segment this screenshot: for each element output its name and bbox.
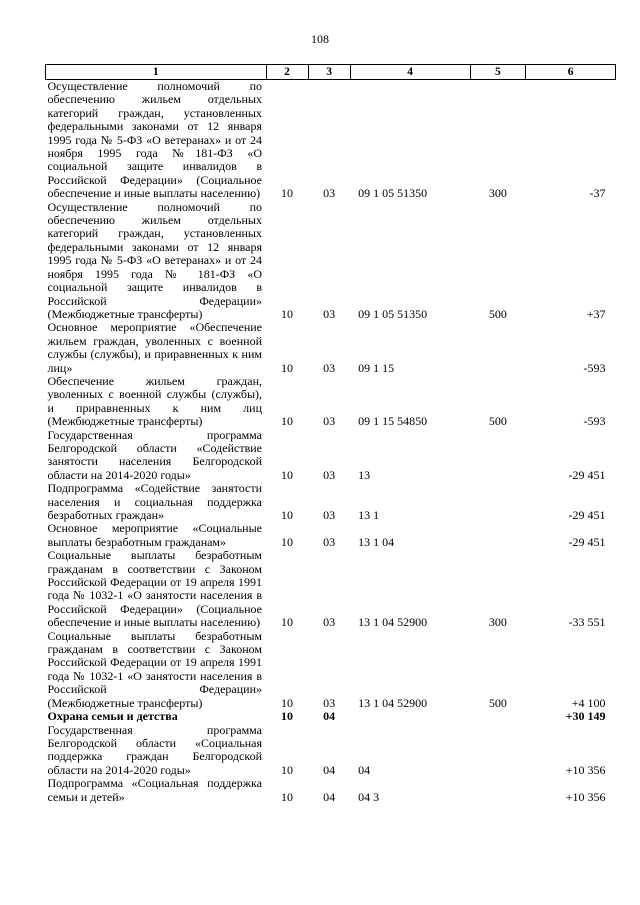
row-subsection: 03 [323, 360, 336, 375]
row-subsection: 04 [323, 762, 336, 777]
row-section: 10 [281, 709, 294, 724]
row-amount: +30 149 [565, 709, 606, 724]
table-row [46, 429, 616, 483]
row-subsection: 03 [323, 186, 336, 201]
row-name: Обеспечение жильем граждан, уволенных с военной службы (службы), и приравненных к ним лиц (Межбюджетные трансферты) [47, 373, 262, 429]
row-name: Основное мероприятие «Обеспечение жильем граждан, уволенных с военной службы (службы), и приравненных к ним лиц» [47, 320, 262, 375]
row-expense-type: 300 [488, 186, 507, 201]
table-row [46, 482, 616, 522]
row-name: Государственная программа Белгородской области «Социальная поддержка граждан Белгородской области на 2014-2020 годы» [47, 722, 262, 777]
table-row [46, 724, 616, 778]
table-row [46, 777, 616, 804]
row-subsection: 04 [323, 789, 336, 804]
row-name: Социальные выплаты безработным гражданам в соответствии с Законом Российской Федерации от 19 апреля 1991 года № 1032-1 «О занятости населения в Российской Федерации» (Социальное обеспечение и иные выплаты населению) [47, 548, 262, 630]
page-number: 108 [311, 32, 329, 46]
row-amount: -593 [583, 414, 606, 429]
row-subsection: 03 [323, 695, 336, 710]
column-header: 1 [46, 65, 267, 80]
row-expense-type: 300 [488, 615, 507, 630]
row-amount: -29 451 [568, 467, 606, 482]
row-expense-type [470, 321, 526, 375]
row-target-article: 04 3 [358, 789, 380, 804]
row-section: 10 [281, 360, 294, 375]
row-amount: -29 451 [568, 508, 606, 522]
row-target-article: 09 1 05 51350 [358, 306, 428, 321]
row-target-article [350, 710, 470, 723]
row-amount: +10 356 [565, 762, 606, 777]
row-expense-type [470, 482, 526, 522]
row-name: Подпрограмма «Содействие занятости населения и социальная поддержка безработных граждан» [47, 481, 262, 522]
row-name: Основное мероприятие «Социальные выплаты безработным гражданам» [47, 521, 262, 549]
row-section: 10 [281, 534, 294, 549]
row-target-article: 09 1 15 [358, 360, 395, 375]
row-target-article: 13 1 04 52900 [358, 695, 428, 710]
row-amount: -593 [583, 360, 606, 375]
row-section: 10 [281, 508, 294, 522]
row-section: 10 [281, 789, 294, 804]
row-amount: +4 100 [571, 695, 606, 710]
row-expense-type: 500 [488, 306, 507, 321]
row-expense-type [470, 777, 526, 804]
row-section: 10 [281, 762, 294, 777]
table-row [46, 375, 616, 429]
table-row [46, 710, 616, 723]
row-amount: +37 [586, 306, 606, 321]
budget-table [45, 64, 616, 804]
row-section: 10 [281, 306, 294, 321]
row-amount: +10 356 [565, 789, 606, 804]
table-row [46, 522, 616, 549]
column-header: 5 [470, 65, 526, 80]
row-subsection: 03 [323, 467, 336, 482]
row-expense-type: 500 [488, 695, 507, 710]
row-subsection: 03 [323, 615, 336, 630]
row-expense-type [470, 429, 526, 483]
table-body [46, 80, 616, 804]
row-subsection: 03 [323, 414, 336, 429]
row-name: Осуществление полномочий по обеспечению жильем отдельных категорий граждан, установленных федеральными законами от 12 января 1995 года № 5-ФЗ «О ветеранах» и от 24 ноября 1995 года № 181-ФЗ «О социальной защите инвалидов в Российской Федерации» (Межбюджетные трансферты) [47, 199, 262, 321]
row-name: Подпрограмма «Социальная поддержка семьи и детей» [47, 776, 262, 804]
row-subsection: 03 [323, 534, 336, 549]
row-target-article: 13 [358, 467, 371, 482]
row-target-article: 09 1 05 51350 [358, 186, 428, 201]
row-expense-type [470, 724, 526, 778]
row-subsection: 03 [323, 306, 336, 321]
column-header: 3 [308, 65, 350, 80]
row-name: Осуществление полномочий по обеспечению жильем отдельных категорий граждан, установленных федеральными законами от 12 января 1995 года № 5-ФЗ «О ветеранах» и от 24 ноября 1995 года №181-ФЗ «О социальной защите инвалидов в Российской Федерации» (Социальное обеспечение и иные выплаты населению) [47, 79, 262, 201]
column-header: 4 [350, 65, 470, 80]
row-expense-type [470, 522, 526, 549]
row-section: 10 [281, 186, 294, 201]
row-target-article: 13 1 04 52900 [358, 615, 428, 630]
row-subsection: 04 [323, 709, 336, 724]
row-target-article: 09 1 15 54850 [358, 414, 428, 429]
table-row [46, 549, 616, 629]
column-header: 6 [526, 65, 616, 80]
row-expense-type [470, 710, 526, 723]
table-row [46, 630, 616, 710]
table-row [46, 80, 616, 201]
row-section: 10 [281, 467, 294, 482]
row-section: 10 [281, 414, 294, 429]
table-row [46, 321, 616, 375]
row-section: 10 [281, 615, 294, 630]
row-target-article: 04 [358, 762, 371, 777]
table-header-row [46, 65, 616, 80]
row-amount: -33 551 [568, 615, 606, 630]
row-expense-type: 500 [488, 414, 507, 429]
row-subsection: 03 [323, 508, 336, 522]
row-amount: -37 [589, 186, 606, 201]
row-target-article: 13 1 [358, 508, 380, 522]
row-name: Охрана семьи и детства [47, 709, 178, 724]
row-amount: -29 451 [568, 534, 606, 549]
row-name: Социальные выплаты безработным гражданам в соответствии с Законом Российской Федерации от 19 апреля 1991 года № 1032-1 «О занятости населения в Российской Федерации» (Межбюджетные трансферты) [47, 628, 262, 710]
row-target-article: 13 1 04 [358, 534, 395, 549]
row-section: 10 [281, 695, 294, 710]
column-header: 2 [266, 65, 308, 80]
row-name: Государственная программа Белгородской области «Содействие занятости населения Белгородской области на 2014-2020 годы» [47, 427, 262, 482]
table-row [46, 201, 616, 322]
